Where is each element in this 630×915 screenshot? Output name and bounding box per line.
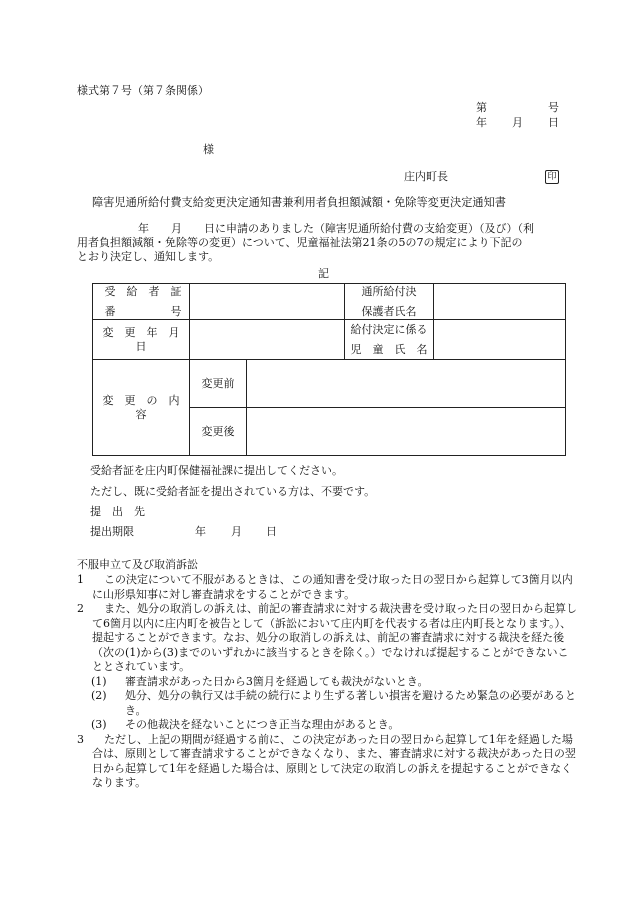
date-month: 月 <box>512 116 523 129</box>
child-name-label: 給付決定に係る 児 童 氏 名 <box>345 320 434 360</box>
decision-table <box>92 283 566 456</box>
body-line-1: 年 月 日に申請のありました（障害児通所給付費の支給変更）（及び）（利 <box>138 222 534 235</box>
after-change-field[interactable] <box>247 408 566 456</box>
change-date-field[interactable] <box>190 320 345 360</box>
change-date-label: 変 更 年 月 日 <box>93 320 190 360</box>
document-number-prefix: 第 <box>476 101 487 114</box>
body-line-3: とおり決定し、通知します。 <box>77 250 220 263</box>
official-seal: 印 <box>545 169 559 184</box>
before-change-field[interactable] <box>247 360 566 408</box>
recipient-number-field[interactable] <box>190 284 345 320</box>
deadline-day: 日 <box>266 525 277 538</box>
appeal-item-3: 3 ただし、上記の期間が経過する前に、この決定があった日の翌日から起算して1年を経過した場合は、原則として審査請求することができなくなり、また、審査請求に対する裁決があった日の翌日から起算して1年を経過した場合は、原則として決定の取消しの訴えを提起することができなくなります。 <box>77 732 576 789</box>
guardian-name-label: 通所給付決 保護者氏名 <box>345 284 434 320</box>
before-change-label: 変更前 <box>190 360 247 408</box>
form-number: 様式第７号（第７条関係） <box>77 84 209 97</box>
date-day: 日 <box>548 116 559 129</box>
deadline-year: 年 <box>195 525 206 538</box>
appeal-sub-item-1: (1) 審査請求があった日から3箇月を経過しても裁決がないとき。 <box>91 674 429 688</box>
after-change-label: 変更後 <box>190 408 247 456</box>
appeal-sub-item-3: (3) その他裁決を経ないことにつき正当な理由があるとき。 <box>91 718 400 731</box>
addressee-suffix: 様 <box>203 143 214 156</box>
submission-deadline-label: 提出期限 <box>90 525 134 538</box>
submission-destination-label: 提 出 先 <box>90 505 145 518</box>
appeal-sub-item-2: (2) 処分、処分の執行又は手続の続行により生ずる著しい損害を避けるため緊急の必要があるとき。 <box>91 689 576 717</box>
appeal-notes <box>77 573 577 791</box>
document-number-suffix: 号 <box>548 101 559 114</box>
appeal-heading: 不服申立て及び取消訴訟 <box>77 558 198 571</box>
appeal-item-2: 2 また、処分の取消しの訴えは、前記の審査請求に対する裁決書を受け取った日の翌日から起算して6箇月以内に庄内町を被告として（訴訟において庄内町を代表する者は庄内町長となります。）、提起することができます。なお、処分の取消しの訴えは、前記の審査請求に対する裁決を経た後（次の(1)から(3)までのいずれかに該当するときを除く。）でなければ提起することができないこととされています。 <box>77 602 577 673</box>
submission-exemption: ただし、既に受給者証を提出されている方は、不要です。 <box>90 485 376 498</box>
body-line-2: 用者負担額減額・免除等の変更）について、児童福祉法第21条の5の7の規定により下記の <box>77 236 523 249</box>
deadline-month: 月 <box>231 525 242 538</box>
child-name-field[interactable] <box>434 320 566 360</box>
issuer-name: 庄内町長 <box>404 170 448 183</box>
ki-marker: 記 <box>318 267 329 280</box>
document-title: 障害児通所給付費支給変更決定通知書兼利用者負担額減額・免除等変更決定通知書 <box>92 196 506 209</box>
submission-instruction: 受給者証を庄内町保健福祉課に提出してください。 <box>90 464 343 477</box>
change-content-label: 変 更 の 内 容 <box>93 360 190 456</box>
appeal-item-1: 1 この決定について不服があるときは、この通知書を受け取った日の翌日から起算して3箇月以内に山形県知事に対し審査請求をすることができます。 <box>77 573 573 601</box>
recipient-number-label: 受 給 者 証 番 号 <box>93 284 190 320</box>
date-year: 年 <box>476 116 487 129</box>
guardian-name-field[interactable] <box>434 284 566 320</box>
